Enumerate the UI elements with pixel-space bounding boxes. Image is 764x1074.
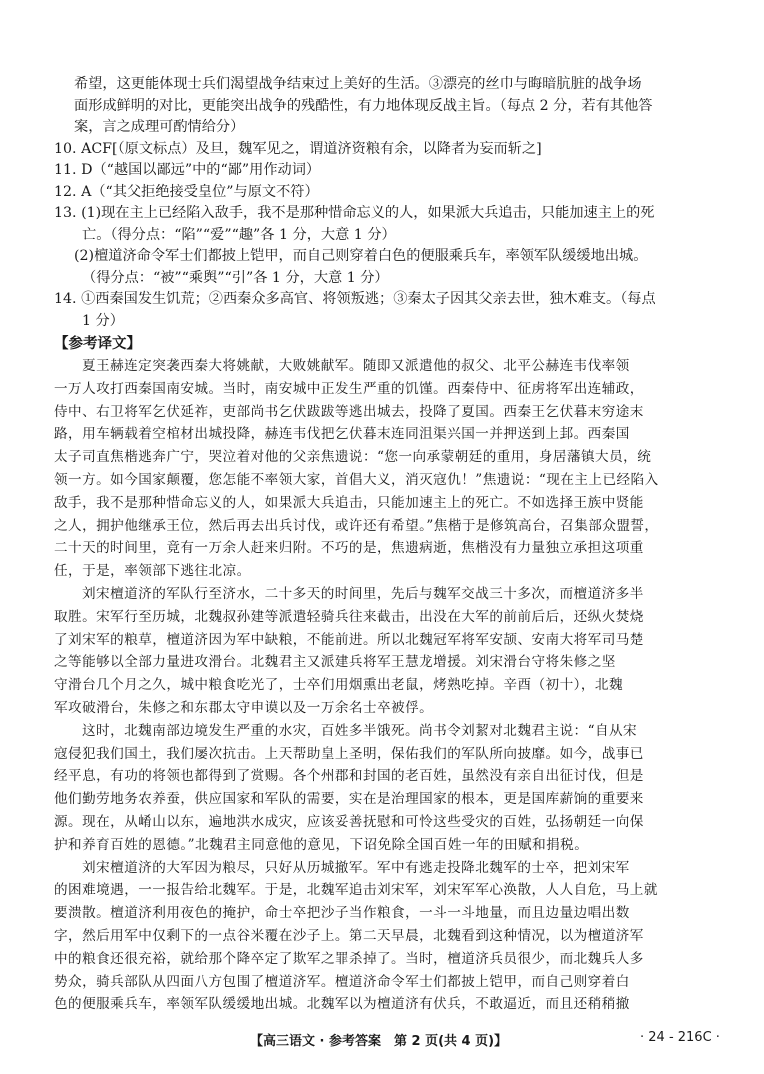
translation-line: 中的粮食还很充裕，就给那个降卒定了欺军之罪杀掉了。当时，檀道济兵员很少，而北魏兵人多: [54, 950, 644, 967]
answer-q11: 11. D（“越国以鄙远”中的“鄙”用作动词）: [54, 162, 321, 178]
translation-line: 字，然后用军中仅剩下的一点谷米覆在沙子上。第二天早晨，北魏看到这种情况，以为檀道济军: [54, 927, 644, 944]
translation-line: 护和养育百姓的恩德。”北魏君主同意他的意见，下诏免除全国百姓一年的田赋和捐税。: [54, 836, 589, 853]
answer-q14-line-1: 14. ①西秦国发生饥荒；②西秦众多高官、将领叛逃；③秦太子因其父亲去世，独木难支。（每点: [54, 291, 656, 307]
translation-line: 刘宋檀道济的大军因为粮尽，只好从历城撤军。军中有逃走投降北魏军的士卒，把刘宋军: [82, 859, 630, 876]
translation-line: 要溃散。檀道济利用夜色的掩护，命士卒把沙子当作粮食，一斗一斗地量，而且边量边唱出数: [54, 905, 630, 922]
answer-q12: 12. A（“其父拒绝接受皇位”与原文不符）: [54, 183, 319, 200]
answer-q13-part2-line-1: (2)檀道济命令军士们都披上铠甲，而自己则穿着白色的便服乘兵车，率领军队缓缓地出城。: [74, 248, 648, 264]
translation-line: 任，于是，率领部下逃往北凉。: [54, 563, 251, 580]
translation-line: 侍中、右卫将军乞伏延祚，吏部尚书乞伏跋跋等逃出城去，投降了夏国。西秦王乞伏暮末穷途末: [54, 403, 644, 420]
answer-q10: 10. ACF[（原文标点）及旦，魏军见之，谓道济资粮有余，以降者为妄而斩之]: [54, 140, 542, 157]
translation-line: 军攻破滑台，朱修之和东郡太守申谟以及一万余名士卒被俘。: [54, 699, 434, 716]
translation-line: 之人，拥护他继承王位，然后再去出兵讨伐，或许还有希望。”焦楷于是修筑高台，召集部众盟誓，: [54, 517, 659, 534]
translation-line: 二十天的时间里，竟有一万余人赶来归附。不巧的是，焦遗病逝，焦楷没有力量独立承担这项重: [54, 540, 644, 557]
translation-heading: 【参考译文】: [54, 336, 141, 352]
translation-line: 这时，北魏南部边境发生严重的水灾，百姓多半饿死。尚书令刘絜对北魏君主说：“自从宋: [82, 722, 638, 739]
translation-line: 夏王赫连定突袭西秦大将姚献，大败姚献军。随即又派遣他的叔父、北平公赫连韦伐率领: [82, 358, 630, 374]
translation-line: 一万人攻打西秦国南安城。当时，南安城中正发生严重的饥馑。西秦侍中、征虏将军出连辅政，: [54, 380, 644, 397]
answer-q13-part2-line-2: （得分点：“被”“乘舆”“引”各 1 分，大意 1 分）: [82, 269, 389, 286]
answer-q13-part1-line-1: 13. (1)现在主上已经陷入敌手，我不是那种惜命忘义的人，如果派大兵追击，只能加速主上的死: [54, 205, 655, 221]
translation-body: [54, 355, 722, 1016]
translation-line: 了刘宋军的粮草，檀道济因为军中缺粮，不能前进。所以北魏冠军将军安颉、安南大将军司马楚: [54, 631, 644, 648]
translation-line: 的困难境遇，一一报告给北魏军。于是，北魏军追击刘宋军，刘宋军军心涣散，人人自危，马上就: [54, 882, 658, 899]
translation-line: 经平息，有功的将领也都得到了赏赐。各个州郡和封国的老百姓，虽然没有亲自出征讨伐，但是: [54, 768, 644, 785]
translation-line: 领一方。如今国家颠覆，您怎能不率领大家，首倡大义，消灭寇仇！”焦遗说：“现在主上已经陷入: [54, 471, 659, 488]
answer-q13-part1-line-2: 亡。（得分点：“陷”“爱”“趣”各 1 分，大意 1 分）: [82, 226, 396, 243]
translation-line: 路，用车辆载着空棺材出城投降，赫连韦伐把乞伏暮末连同沮渠兴国一并押送到上邽。西秦国: [54, 426, 630, 443]
translation-line: 守滑台几个月之久，城中粮食吃光了，士卒们用烟熏出老鼠，烤熟吃掉。辛酉（初十），北魏: [54, 677, 623, 694]
answer-continuation-line-3: 案，言之成理可酌情给分）: [74, 119, 245, 135]
footer-paper-code: · 24 - 216C ·: [640, 1030, 720, 1045]
answer-continuation-line-1: 希望，这更能体现士兵们渴望战争结束过上美好的生活。③漂亮的丝巾与晦暗肮脏的战争场: [74, 76, 642, 92]
answer-page: [54, 74, 722, 1016]
translation-line: 取胜。宋军行至历城，北魏叔孙建等派遣轻骑兵往来截击，出没在大军的前前后后，还纵火焚烧: [54, 608, 644, 625]
translation-line: 色的便服乘兵车，率领军队缓缓地出城。北魏军以为檀道济有伏兵，不敢逼近，而且还稍稍撤: [54, 996, 630, 1013]
answer-continuation-line-2: 面形成鲜明的对比，更能突出战争的残酷性，有力地体现反战主旨。（每点 2 分，若有其他答: [74, 97, 653, 114]
footer-page-info: 【高三语文 · 参考答案 第 2 页(共 4 页)】: [250, 1034, 508, 1049]
translation-line: 之等能够以全部力量进攻滑台。北魏君主又派建兵将军王慧龙增援。刘宋滑台守将朱修之坚: [54, 654, 616, 671]
translation-line: 他们勤劳地务农养蚕，供应国家和军队的需要，实在是治理国家的根本，更是国库薪饷的重要来: [54, 791, 644, 808]
translation-line: 敌手，我不是那种惜命忘义的人，如果派大兵追击，只能加速主上的死亡。不如选择王族中贤能: [54, 494, 644, 511]
answer-q14-line-2: 1 分）: [82, 312, 124, 329]
translation-line: 源。现在，从崤山以东，遍地洪水成灾，应该妥善抚慰和可怜这些受灾的百姓，弘扬朝廷一向保: [54, 813, 644, 830]
translation-line: 寇侵犯我们国土，我们屡次抗击。上天帮助皇上圣明，保佑我们的军队所向披靡。如今，战事已: [54, 745, 644, 762]
translation-line: 太子司直焦楷逃奔广宁，哭泣着对他的父亲焦遗说：“您一向承蒙朝廷的重用，身居藩镇大员，统: [54, 449, 652, 466]
translation-line: 势众，骑兵部队从四面八方包围了檀道济军。檀道济命令军士们都披上铠甲，而自己则穿着白: [54, 973, 630, 990]
page-footer: [0, 1030, 764, 1052]
translation-line: 刘宋檀道济的军队行至济水，二十多天的时间里，先后与魏军交战三十多次，而檀道济多半: [82, 585, 644, 602]
